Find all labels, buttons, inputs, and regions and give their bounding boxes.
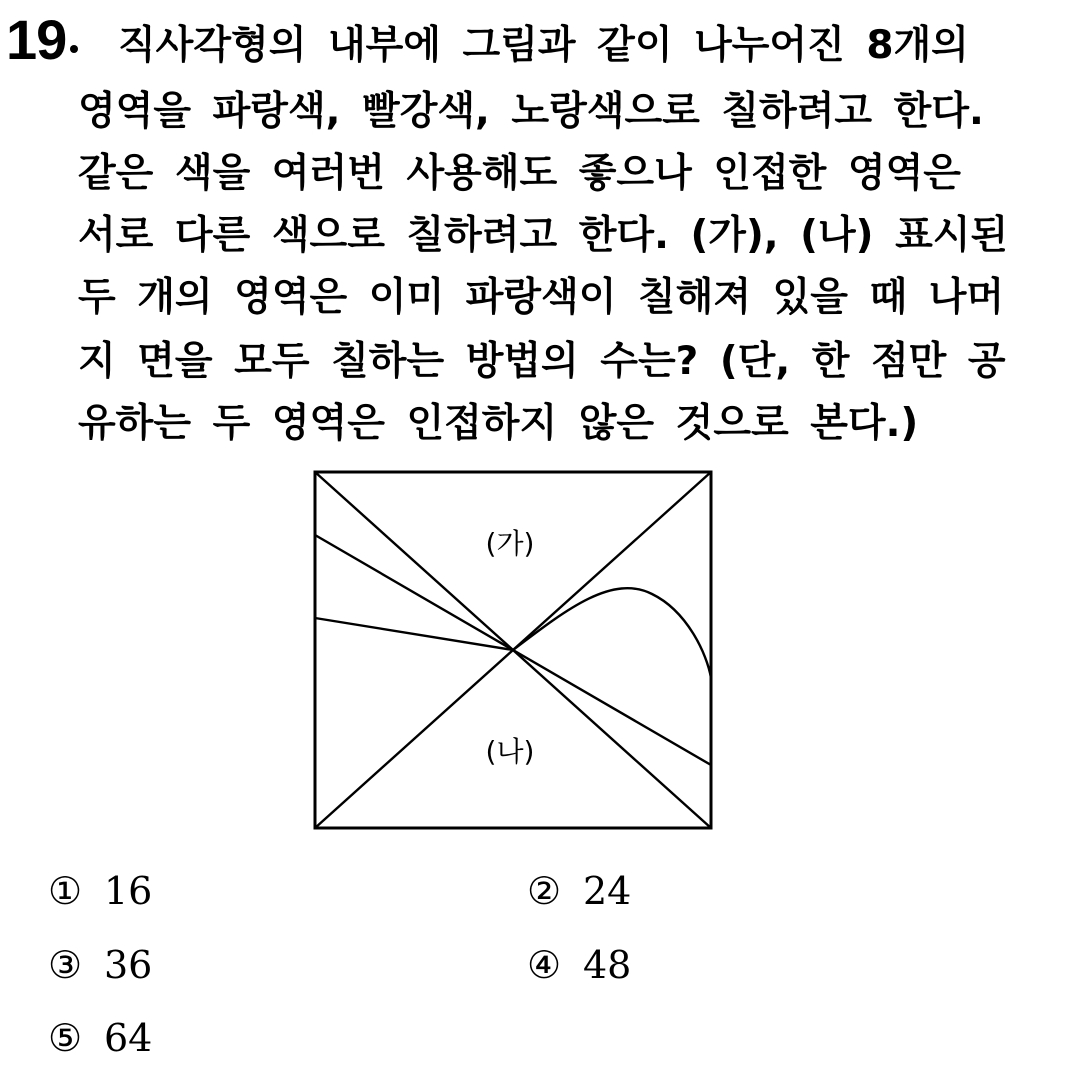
- region-label-na: (나): [485, 735, 535, 768]
- question-line-4: 서로 다른 색으로 칠하려고 한다. (가), (나) 표시된: [78, 213, 1009, 258]
- choice-mark: ③: [48, 943, 83, 987]
- question-line-2: 영역을 파랑색, 빨강색, 노랑색으로 칠하려고 한다.: [78, 89, 984, 134]
- region-label-ga: (가): [485, 527, 535, 560]
- question-line-7: 유하는 두 영역은 인접하지 않은 것으로 본다.): [78, 401, 919, 446]
- right-curve: [513, 588, 711, 678]
- choice-mark: ②: [527, 869, 562, 913]
- choice-1[interactable]: [48, 868, 152, 914]
- choice-value: 64: [104, 1016, 153, 1060]
- choice-3[interactable]: [48, 942, 152, 988]
- choice-value: 24: [583, 869, 632, 913]
- question-line-6: 지 면을 모두 칠하는 방법의 수는? (단, 한 점만 공: [78, 339, 1006, 384]
- choice-value: 36: [104, 943, 153, 987]
- choice-value: 16: [104, 869, 153, 913]
- choice-2[interactable]: [527, 868, 631, 914]
- question-line-1: 직사각형의 내부에 그림과 같이 나누어진 8개의: [118, 23, 969, 68]
- choice-4[interactable]: [527, 942, 631, 988]
- question-line-3: 같은 색을 여러번 사용해도 좋으나 인접한 영역은: [78, 151, 961, 196]
- choice-5[interactable]: [48, 1015, 152, 1061]
- choice-mark: ④: [527, 943, 562, 987]
- rectangle-figure: [312, 469, 714, 833]
- choice-mark: ①: [48, 869, 83, 913]
- question-line-5: 두 개의 영역은 이미 파랑색이 칠해져 있을 때 나머: [78, 275, 1005, 320]
- choice-mark: ⑤: [48, 1016, 83, 1060]
- choice-value: 48: [583, 943, 632, 987]
- number-dot: [70, 45, 78, 53]
- question-number: 19: [6, 8, 78, 72]
